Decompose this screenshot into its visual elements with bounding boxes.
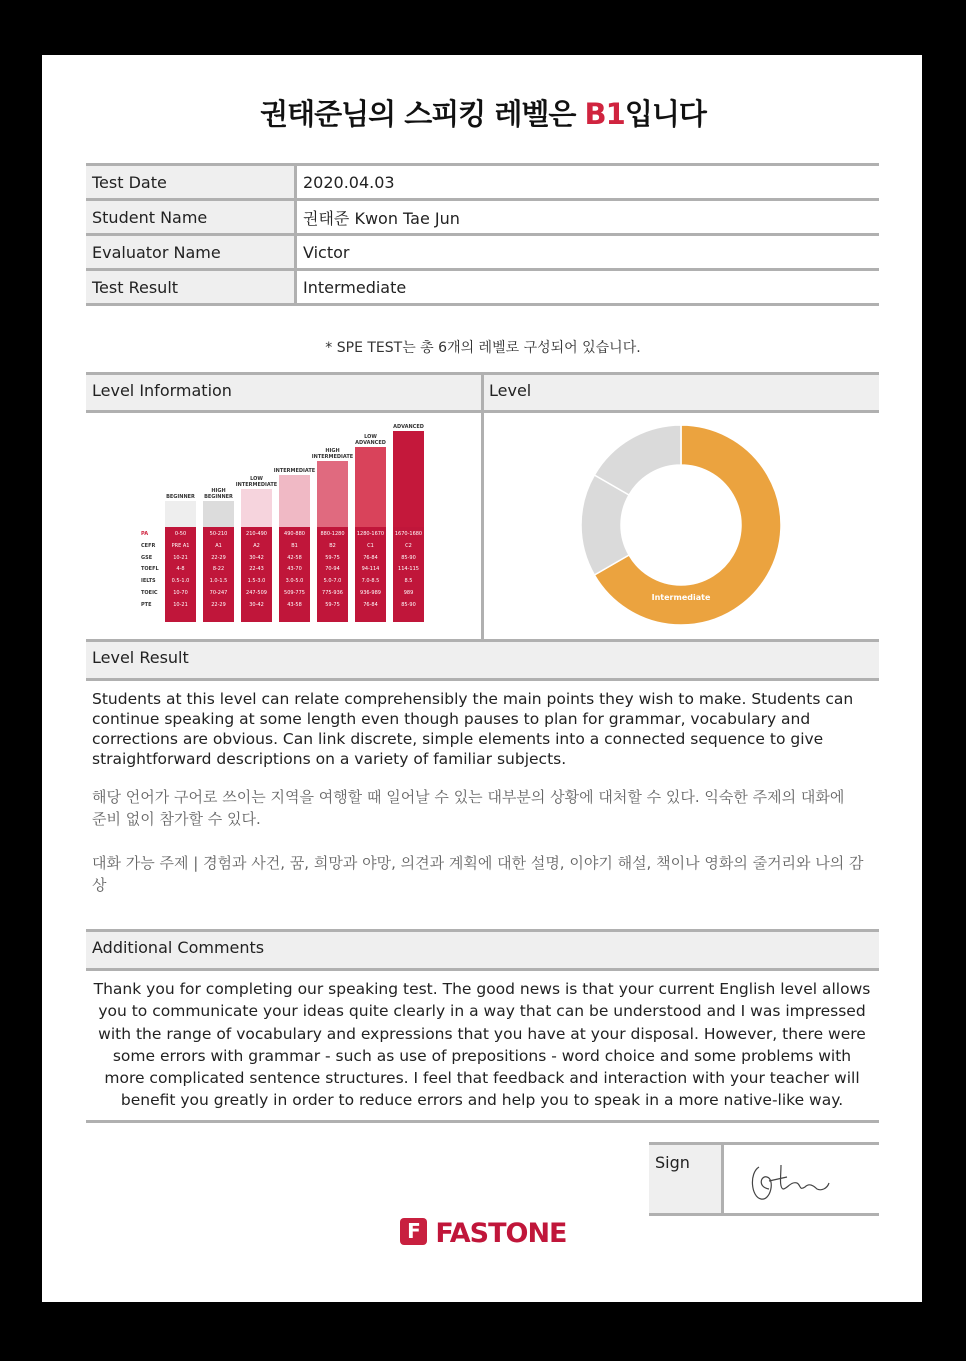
- level-chart: [135, 420, 435, 625]
- title-suffix: 입니다: [624, 97, 706, 131]
- row-label: GSE: [141, 554, 153, 561]
- level-badge: B1: [584, 97, 625, 131]
- level-value: PRE A1: [171, 542, 190, 549]
- level-value: 30-42: [249, 601, 264, 608]
- value: Intermediate: [296, 270, 880, 305]
- topics-ko: 대화 가능 주제 | 경험과 사건, 꿈, 희망과 야망, 의견과 계획에 대한 설명, 이야기 해설, 책이나 영화의 줄거리와 나의 감상: [92, 854, 864, 894]
- value: 2020.04.03: [296, 165, 880, 200]
- page-title: [0, 92, 966, 133]
- value: 권태준 Kwon Tae Jun: [296, 200, 880, 235]
- level-value: 76-84: [363, 601, 378, 608]
- level-value: 5.0-7.0: [323, 578, 342, 585]
- level-name: LOW INTERMEDIATE: [235, 476, 278, 488]
- level-bar: [279, 475, 310, 527]
- level-value: 22-29: [211, 601, 226, 608]
- level-value: 8-22: [212, 566, 225, 573]
- level-name: HIGH INTERMEDIATE: [311, 448, 354, 460]
- level-name: LOW ADVANCED: [355, 434, 386, 446]
- level-name: INTERMEDIATE: [273, 468, 316, 474]
- level-value: 10-70: [173, 590, 188, 596]
- level-value: 490-880: [284, 531, 305, 537]
- comments-text: Thank you for completing our speaking test. The good news is that your current English level allows you to communicate your ideas quite clearly in a way that can be understood and I was impressed with the range of vocabulary and expressions that you have at your disposal. However, there were some errors with grammar - such as use of prepositions - word choice and some problems with more complicated sentence structures. I feel that feedback and interaction with your teacher will benefit you greatly in order to reduce errors and help you to speak in a more native-like way.: [93, 980, 871, 1110]
- level-bar: [203, 501, 234, 527]
- level-value: 247-509: [246, 590, 267, 596]
- level-value: 59-75: [325, 554, 340, 561]
- level-value: 76-84: [363, 554, 378, 561]
- divider: [481, 372, 484, 640]
- table-row: [86, 270, 879, 305]
- row-label: TOEIC: [141, 590, 158, 596]
- comments-title: Additional Comments: [92, 938, 265, 957]
- level-bar: [355, 447, 386, 527]
- level-value: C1: [367, 542, 374, 549]
- level-value: 85-90: [401, 554, 416, 561]
- level-result-en: Students at this level can relate comprehensibly the main points they wish to make. Students can continue speaking at some length even though pauses to plan for grammar, vocabulary and corrections are obvious. Can link discrete, simple elements into a connected sequence to give straightforward descriptions on a variety of familiar subjects.: [92, 690, 854, 768]
- signature-image: [747, 1159, 847, 1203]
- level-value: 1280-1670: [356, 531, 385, 537]
- level-name: HIGH BEGINNER: [204, 488, 233, 500]
- sign-label: Sign: [649, 1145, 724, 1213]
- level-value: A1: [215, 542, 222, 549]
- level-value: 70-94: [325, 566, 340, 573]
- level-value: 43-70: [287, 566, 302, 573]
- level-value: 3.0-5.0: [285, 578, 304, 585]
- donut-label: Intermediate: [651, 593, 711, 602]
- level-value: 22-43: [249, 566, 264, 573]
- level-value: 43-58: [287, 601, 302, 608]
- level-bar: [165, 501, 196, 527]
- comments-header: [86, 929, 879, 971]
- level-value: 85-90: [401, 601, 416, 608]
- level-value: 94-114: [361, 566, 380, 573]
- info-table: [86, 163, 879, 306]
- level-value: 10-21: [173, 601, 188, 608]
- level-donut-chart: [578, 422, 784, 628]
- level-bar: [393, 431, 424, 527]
- level-result-title: Level Result: [92, 648, 189, 667]
- level-value: B2: [329, 542, 336, 549]
- level-value: 22-29: [211, 554, 226, 561]
- level-value: 59-75: [325, 601, 340, 608]
- level-info-title: Level Information: [92, 381, 232, 400]
- row-label: TOEFL: [141, 566, 159, 573]
- table-row: [86, 165, 879, 200]
- level-value: 30-42: [249, 554, 264, 561]
- table-row: [86, 235, 879, 270]
- row-label: PTE: [141, 601, 152, 608]
- row-label: CEFR: [141, 542, 156, 549]
- level-value: A2: [253, 542, 260, 549]
- level-name: BEGINNER: [166, 494, 195, 500]
- title-text: 권태준님의 스피킹 레벨은: [260, 97, 585, 131]
- level-title: Level: [489, 381, 532, 400]
- row-label: PA: [141, 531, 149, 537]
- level-value: 114-115: [398, 566, 419, 573]
- level-note: * SPE TEST는 총 6개의 레벨로 구성되어 있습니다.: [325, 340, 641, 356]
- level-value: 0-50: [174, 531, 187, 537]
- fastone-logo: [400, 1218, 567, 1249]
- label: Evaluator Name: [86, 235, 296, 270]
- level-name: ADVANCED: [393, 424, 424, 430]
- level-value: 4-8: [176, 566, 185, 573]
- level-value: B1: [291, 542, 298, 549]
- level-value: 989: [403, 590, 414, 596]
- level-value: C2: [405, 542, 412, 549]
- level-bar: [241, 489, 272, 527]
- level-value: 936-989: [360, 590, 381, 596]
- level-value: 509-775: [284, 590, 305, 596]
- level-value: 775-936: [322, 590, 343, 596]
- level-value: 0.5-1.0: [171, 578, 190, 585]
- level-value: 50-210: [209, 531, 228, 537]
- level-value: 210-490: [246, 531, 267, 537]
- logo-mark: F: [400, 1218, 427, 1245]
- level-value: 70-247: [209, 590, 228, 596]
- level-result-header: [86, 639, 879, 681]
- level-value: 1670-1680: [394, 531, 423, 537]
- level-value: 1.0-1.5: [209, 578, 228, 585]
- value: Victor: [296, 235, 880, 270]
- level-value: 880-1280: [320, 531, 345, 537]
- logo-text: FASTONE: [435, 1218, 567, 1249]
- sign-box: [649, 1142, 879, 1216]
- level-value: 10-21: [173, 554, 188, 561]
- label: Test Result: [86, 270, 296, 305]
- row-label: IELTS: [141, 578, 156, 585]
- table-row: [86, 200, 879, 235]
- level-bar: [317, 461, 348, 527]
- label: Test Date: [86, 165, 296, 200]
- level-value: 1.5-3.0: [247, 578, 266, 585]
- level-value: 7.0-8.5: [361, 578, 380, 585]
- level-result-ko: 해당 언어가 구어로 쓰이는 지역을 여행할 때 일어날 수 있는 대부분의 상황에 대처할 수 있다. 익숙한 주제의 대화에 준비 없이 참가할 수 있다.: [92, 788, 845, 828]
- level-value: 42-58: [287, 554, 302, 561]
- level-value: 8.5: [404, 578, 413, 585]
- divider: [86, 1120, 879, 1123]
- label: Student Name: [86, 200, 296, 235]
